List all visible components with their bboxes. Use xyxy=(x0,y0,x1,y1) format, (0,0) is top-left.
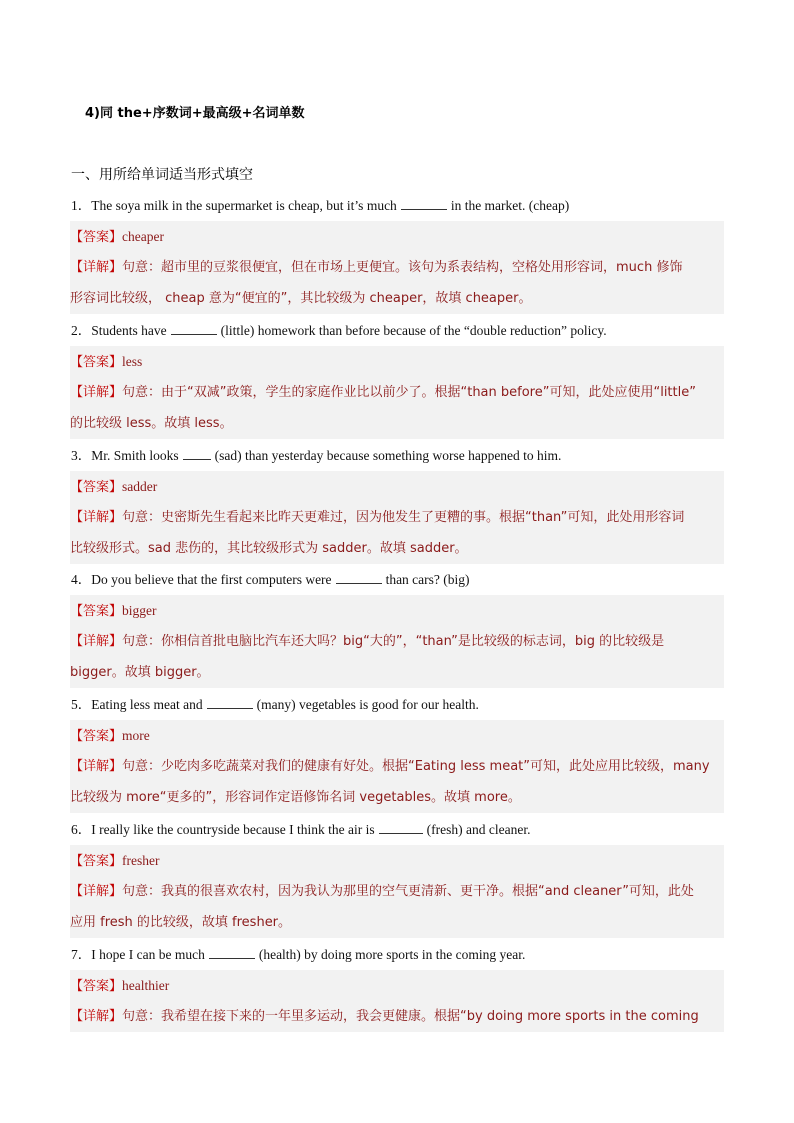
detail-text: 比较级形式。sad 悲伤的，其比较级形式为 sadder。故填 sadder。 xyxy=(70,541,468,556)
answer-tag: 【答案】 xyxy=(70,854,123,869)
question-text: 4．Do you believe that the first computers were xyxy=(71,572,332,587)
answer-line xyxy=(70,346,724,377)
question-2 xyxy=(71,321,725,341)
detail-tag: 【详解】 xyxy=(70,1009,123,1024)
answer-line xyxy=(70,221,724,252)
detail-tag: 【详解】 xyxy=(70,884,123,899)
answer-value: cheaper xyxy=(122,229,164,244)
detail-text: 句意：由于“双减”政策，学生的家庭作业比以前少了。根据“than before”可知，此处应使用“little” xyxy=(122,385,696,400)
question-hint: (health) by doing more sports in the coming year. xyxy=(258,947,526,962)
answer-blank xyxy=(171,322,217,335)
detail-line xyxy=(70,502,724,533)
question-text: 1．The soya milk in the supermarket is cheap, but it’s much xyxy=(71,198,397,213)
answer-tag: 【答案】 xyxy=(70,604,123,619)
answer-box xyxy=(70,720,724,813)
question-hint: in the market. (cheap) xyxy=(450,198,570,213)
answer-tag: 【答案】 xyxy=(70,729,123,744)
detail-line xyxy=(70,907,724,938)
detail-tag: 【详解】 xyxy=(70,510,123,525)
detail-text: 句意：史密斯先生看起来比昨天更难过，因为他发生了更糟的事。根据“than”可知，此处用形容词 xyxy=(122,510,685,525)
detail-text: 句意：超市里的豆浆很便宜，但在市场上更便宜。该句为系表结构，空格处用形容词，much 修饰 xyxy=(122,260,683,275)
detail-text: 句意：我真的很喜欢农村，因为我认为那里的空气更清新、更干净。根据“and cleaner”可知，此处 xyxy=(122,884,694,899)
detail-line xyxy=(70,1001,724,1032)
answer-blank xyxy=(207,696,253,709)
answer-value: more xyxy=(122,728,150,743)
answer-value: less xyxy=(122,354,143,369)
question-text: 7．I hope I can be much xyxy=(71,947,205,962)
detail-line xyxy=(70,252,724,283)
detail-text: 句意：你相信首批电脑比汽车还大吗？big“大的”，“than”是比较级的标志词，big 的比较级是 xyxy=(122,634,665,649)
answer-box xyxy=(70,970,724,1032)
detail-line xyxy=(70,657,724,688)
question-6 xyxy=(71,820,725,840)
answer-value: fresher xyxy=(122,853,160,868)
answer-tag: 【答案】 xyxy=(70,230,123,245)
question-hint: (many) vegetables is good for our health. xyxy=(256,697,479,712)
detail-text: 句意：少吃肉多吃蔬菜对我们的健康有好处。根据“Eating less meat”可知，此处应用比较级，many xyxy=(122,759,710,774)
question-text: 3．Mr. Smith looks xyxy=(71,448,179,463)
detail-line xyxy=(70,876,724,907)
answer-line xyxy=(70,970,724,1001)
answer-box xyxy=(70,346,724,439)
answer-value: sadder xyxy=(122,479,158,494)
question-1 xyxy=(71,196,725,216)
detail-line xyxy=(70,533,724,564)
answer-blank xyxy=(379,821,423,834)
detail-line xyxy=(70,782,724,813)
detail-text: 的比较级 less。故填 less。 xyxy=(70,416,233,431)
section-title: 一、用所给单词适当形式填空 xyxy=(71,167,253,183)
question-text: 6．I really like the countryside because I think the air is xyxy=(71,822,375,837)
answer-box xyxy=(70,471,724,564)
question-7 xyxy=(71,945,725,965)
question-text: 5．Eating less meat and xyxy=(71,697,203,712)
detail-tag: 【详解】 xyxy=(70,634,123,649)
answer-blank xyxy=(336,571,382,584)
answer-tag: 【答案】 xyxy=(70,979,123,994)
question-5 xyxy=(71,695,725,715)
answer-blank xyxy=(209,946,255,959)
detail-line xyxy=(70,751,724,782)
detail-text: 句意：我希望在接下来的一年里多运动，我会更健康。根据“by doing more sports in the coming xyxy=(122,1009,699,1024)
question-3 xyxy=(71,446,725,466)
question-hint: (little) homework than before because of the “double reduction” policy. xyxy=(220,323,607,338)
detail-text: 应用 fresh 的比较级，故填 fresher。 xyxy=(70,915,292,930)
answer-line xyxy=(70,845,724,876)
answer-value: bigger xyxy=(122,603,157,618)
answer-line xyxy=(70,595,724,626)
answer-tag: 【答案】 xyxy=(70,355,123,370)
answer-line xyxy=(70,720,724,751)
question-hint: than cars? (big) xyxy=(385,572,470,587)
detail-line xyxy=(70,283,724,314)
answer-tag: 【答案】 xyxy=(70,480,123,495)
detail-tag: 【详解】 xyxy=(70,260,123,275)
question-hint: (sad) than yesterday because something worse happened to him. xyxy=(214,448,562,463)
question-text: 2．Students have xyxy=(71,323,167,338)
detail-line xyxy=(70,408,724,439)
detail-text: 比较级为 more“更多的”，形容词作定语修饰名词 vegetables。故填 more。 xyxy=(70,790,521,805)
rule-title: 4)同 the+序数词+最高级+名词单数 xyxy=(85,106,305,121)
detail-tag: 【详解】 xyxy=(70,759,123,774)
answer-blank xyxy=(401,197,447,210)
answer-value: healthier xyxy=(122,978,170,993)
question-hint: (fresh) and cleaner. xyxy=(426,822,531,837)
answer-box xyxy=(70,845,724,938)
detail-text: 形容词比较级， cheap 意为“便宜的”，其比较级为 cheaper，故填 cheaper。 xyxy=(70,291,532,306)
detail-tag: 【详解】 xyxy=(70,385,123,400)
answer-line xyxy=(70,471,724,502)
answer-box xyxy=(70,595,724,688)
question-4 xyxy=(71,570,725,590)
answer-blank xyxy=(183,447,211,460)
detail-line xyxy=(70,626,724,657)
detail-line xyxy=(70,377,724,408)
detail-text: bigger。故填 bigger。 xyxy=(70,665,210,680)
answer-box xyxy=(70,221,724,314)
